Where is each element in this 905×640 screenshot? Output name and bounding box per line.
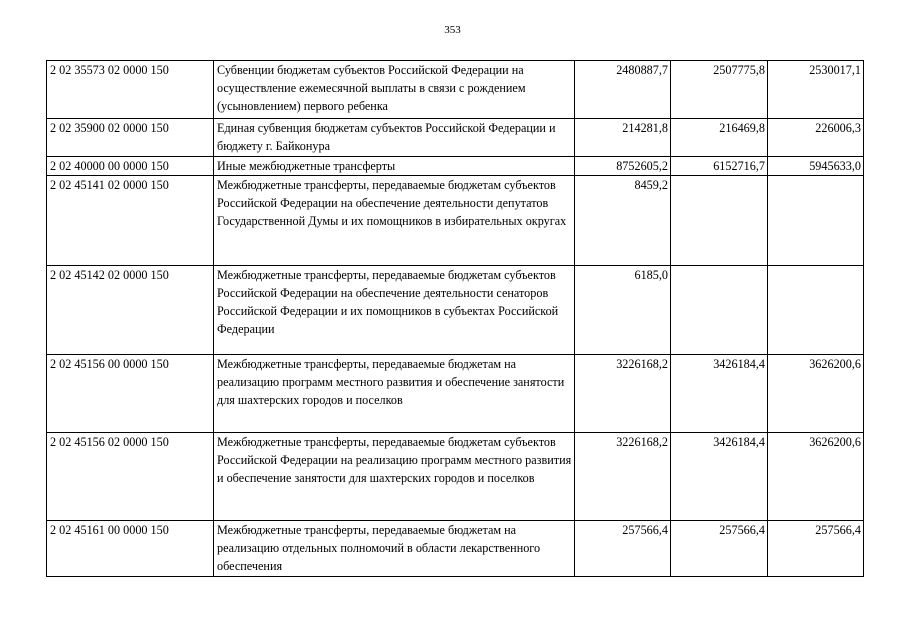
table-row (47, 176, 864, 266)
row-code: 2 02 45156 02 0000 150 (47, 433, 214, 521)
row-code: 2 02 45141 02 0000 150 (47, 176, 214, 266)
row-code: 2 02 45142 02 0000 150 (47, 266, 214, 355)
row-value-year3: 5945633,0 (768, 157, 864, 176)
row-name: Межбюджетные трансферты, передаваемые бюджетам на реализацию программ местного развития и обеспечение занятости для шахтерских городов и поселков (214, 355, 575, 433)
row-value-year3: 3626200,6 (768, 433, 864, 521)
row-value-year3: 257566,4 (768, 521, 864, 577)
row-value-year1: 3226168,2 (575, 433, 671, 521)
row-code: 2 02 40000 00 0000 150 (47, 157, 214, 176)
row-value-year1: 3226168,2 (575, 355, 671, 433)
row-name: Иные межбюджетные трансферты (214, 157, 575, 176)
row-value-year2 (671, 266, 768, 355)
row-name: Субвенции бюджетам субъектов Российской Федерации на осуществление ежемесячной выплаты в связи с рождением (усыновлением) первого ребенка (214, 61, 575, 119)
row-value-year2: 216469,8 (671, 119, 768, 157)
row-value-year2: 2507775,8 (671, 61, 768, 119)
row-name: Единая субвенция бюджетам субъектов Российской Федерации и бюджету г. Байконура (214, 119, 575, 157)
row-value-year1: 8752605,2 (575, 157, 671, 176)
row-value-year1: 214281,8 (575, 119, 671, 157)
row-value-year2: 3426184,4 (671, 433, 768, 521)
row-value-year3: 226006,3 (768, 119, 864, 157)
table-row (47, 355, 864, 433)
table-row (47, 157, 864, 176)
page-number: 353 (444, 24, 461, 36)
row-code: 2 02 35900 02 0000 150 (47, 119, 214, 157)
row-value-year2: 3426184,4 (671, 355, 768, 433)
row-code: 2 02 45156 00 0000 150 (47, 355, 214, 433)
row-value-year3 (768, 176, 864, 266)
row-value-year3 (768, 266, 864, 355)
table-row (47, 119, 864, 157)
row-value-year2 (671, 176, 768, 266)
row-code: 2 02 45161 00 0000 150 (47, 521, 214, 577)
row-value-year3: 2530017,1 (768, 61, 864, 119)
row-value-year1: 6185,0 (575, 266, 671, 355)
table-row (47, 521, 864, 577)
row-code: 2 02 35573 02 0000 150 (47, 61, 214, 119)
row-name: Межбюджетные трансферты, передаваемые бюджетам на реализацию отдельных полномочий в области лекарственного обеспечения (214, 521, 575, 577)
table-row (47, 266, 864, 355)
row-value-year1: 2480887,7 (575, 61, 671, 119)
row-value-year1: 257566,4 (575, 521, 671, 577)
row-value-year2: 257566,4 (671, 521, 768, 577)
row-value-year1: 8459,2 (575, 176, 671, 266)
row-value-year3: 3626200,6 (768, 355, 864, 433)
budget-revenue-table (46, 60, 864, 577)
row-name: Межбюджетные трансферты, передаваемые бюджетам субъектов Российской Федерации на реализацию программ местного развития и обеспечение занятости для шахтерских городов и поселков (214, 433, 575, 521)
row-name: Межбюджетные трансферты, передаваемые бюджетам субъектов Российской Федерации на обеспечение деятельности депутатов Государственной Думы и их помощников в избирательных округах (214, 176, 575, 266)
row-name: Межбюджетные трансферты, передаваемые бюджетам субъектов Российской Федерации на обеспечение деятельности сенаторов Российской Федерации и их помощников в субъектах Российской Федерации (214, 266, 575, 355)
table-row (47, 61, 864, 119)
table-row (47, 433, 864, 521)
row-value-year2: 6152716,7 (671, 157, 768, 176)
